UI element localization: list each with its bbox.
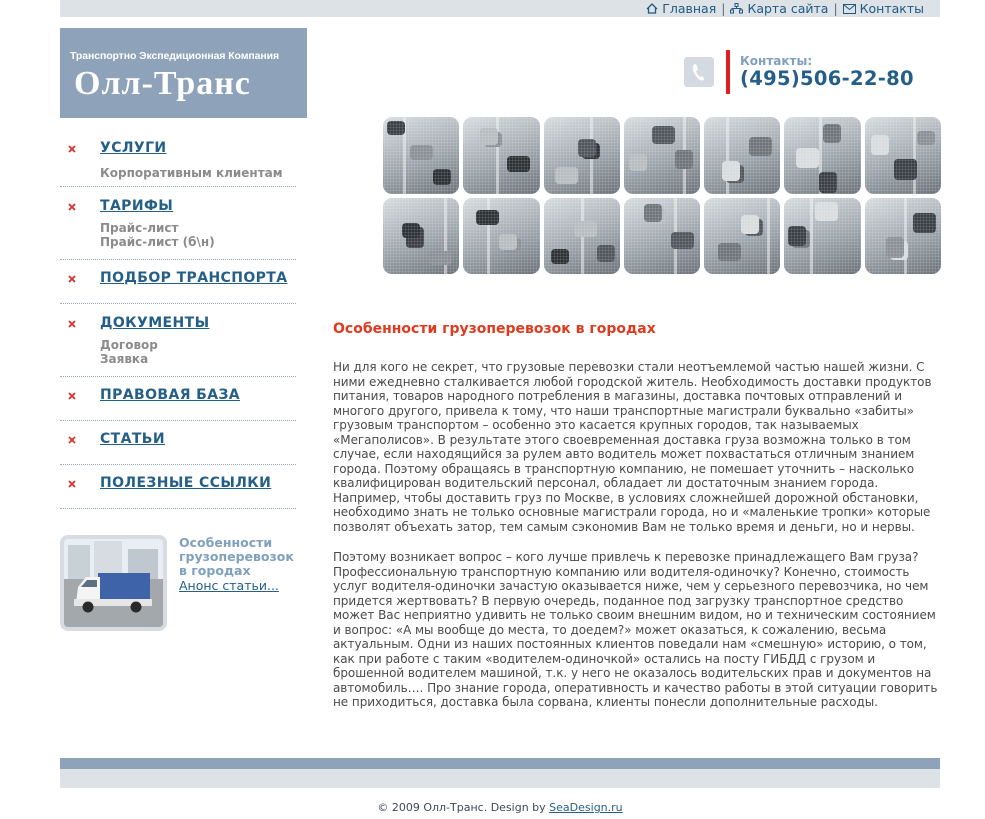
main-content <box>333 321 943 726</box>
article-teaser <box>60 535 300 633</box>
company-logo[interactable] <box>60 28 307 118</box>
photo-tile <box>865 117 941 194</box>
nav-separator: | <box>833 1 838 16</box>
menu-bullet-icon <box>68 203 76 211</box>
photo-tile <box>784 117 860 194</box>
submenu-link-pricelist[interactable]: Прайс-лист <box>100 221 179 235</box>
menu-link-tariffs[interactable]: ТАРИФЫ <box>100 198 174 214</box>
menu-item-tariffs <box>60 187 296 260</box>
nav-separator: | <box>721 1 726 16</box>
header-photo <box>383 117 941 274</box>
main-menu <box>60 130 296 509</box>
logo-tagline: Транспортно Экспедиционная Компания <box>70 50 279 62</box>
contacts-link[interactable] <box>843 1 924 16</box>
menu-bullet-icon <box>68 392 76 400</box>
photo-tile <box>784 198 860 275</box>
footer-bar-light <box>60 769 940 788</box>
submenu-link-pricelist-bn[interactable]: Прайс-лист (б\н) <box>100 235 215 249</box>
photo-tile <box>383 198 459 275</box>
photo-tile <box>865 198 941 275</box>
home-link-label: Главная <box>662 1 717 16</box>
home-icon <box>646 3 658 14</box>
article-paragraph: Ни для кого не секрет, что грузовые перевозки стали неотъемлемой частью нашей жизни. С ними ежедневно сталкивается любой городской житель. Необходимость доставки продуктов питания, товаров народного потребления в магазины, доставка почтовых отправлений и многого другого, привела к тому, что наши транспортные магистрали буквально «забиты» грузовым транспортом – особенно это касается крупных городов, так называемых «Мегаполисов». В результате этого своевременная доставка груза возможна только в том случае, если находящийся за рулем авто водитель может похвастаться отличным знанием города. Поэтому обращаясь в транспортную компанию, не помешает уточнить – насколько квалифицирован водительский персонал, обладает ли достаточным знанием города. Например, чтобы доставить груз по Москве, в условиях сложнейшей дорожной обстановки, необходимо знать не только основные магистрали города, но и «маленькие тропки» которые позволят объехать затор, тем самым сэкономив Вам не только время и деньги, но и нервы. <box>333 360 932 534</box>
footer-bar <box>60 758 940 769</box>
photo-tile <box>383 117 459 194</box>
truck-image <box>64 539 163 627</box>
logo-name: Олл-Транс <box>74 65 251 102</box>
photo-tile <box>544 198 620 275</box>
menu-link-transport[interactable]: ПОДБОР ТРАНСПОРТА <box>100 270 288 286</box>
submenu-link-contract[interactable]: Договор <box>100 338 158 352</box>
top-bar <box>60 0 940 17</box>
contacts-label: Контакты: <box>740 54 813 68</box>
sitemap-link[interactable] <box>730 1 828 16</box>
phone-number: (495)506-22-80 <box>740 67 914 90</box>
submenu-link-corporate[interactable]: Корпоративным клиентам <box>100 166 283 180</box>
contacts-divider <box>726 50 730 94</box>
top-navigation <box>646 0 924 17</box>
photo-tile <box>544 117 620 194</box>
contacts-block <box>684 50 924 95</box>
photo-tile <box>704 117 780 194</box>
menu-item-legal <box>60 377 296 421</box>
menu-link-documents[interactable]: ДОКУМЕНТЫ <box>100 315 210 331</box>
photo-tile <box>624 198 700 275</box>
menu-bullet-icon <box>68 145 76 153</box>
designer-link[interactable]: SeaDesign.ru <box>549 801 623 814</box>
menu-item-documents <box>60 304 296 377</box>
menu-bullet-icon <box>68 436 76 444</box>
teaser-title[interactable]: Особенности грузоперевозок в городах <box>179 535 294 578</box>
menu-bullet-icon <box>68 320 76 328</box>
teaser-thumbnail[interactable] <box>60 535 167 631</box>
contacts-link-label: Контакты <box>859 1 924 16</box>
menu-bullet-icon <box>68 275 76 283</box>
photo-tile <box>704 198 780 275</box>
copyright <box>0 801 985 814</box>
menu-bullet-icon <box>68 480 76 488</box>
teaser-link[interactable]: Анонс статьи... <box>179 578 279 593</box>
sitemap-icon <box>730 3 743 14</box>
article-paragraph: Поэтому возникает вопрос – кого лучше привлечь к перевозке принадлежащего Вам груза? Профессиональную транспортную компанию или водителя-одиночку? Конечно, стоимость услуг водителя-одиночки зачастую оказывается ниже, чем у серьезного перевозчика, но чем придется жертвовать? В первую очередь, поданное под загрузку транспортное средство может Вас неприятно удивить не только своим внешним видом, но и техническим состоянием и вопрос: «А мы вообще до места, то доедем?» может оказаться, к сожалению, весьма актуальным. Одни из наших постоянных клиентов поведали нам «смешную» историю, о том, как при работе с таким «водителем-одиночкой» остались на посту ГИБДД с грузом и брошенной водителем машиной, т.к. у него не оказалось водительских прав и документов на автомобиль…. Про знание города, оперативность и качество работы в этой ситуации говорить не приходиться, доставка была сорвана, клиенты понесли дополнительные расходы. <box>333 550 938 709</box>
menu-link-useful-links[interactable]: ПОЛЕЗНЫЕ ССЫЛКИ <box>100 475 272 491</box>
submenu-link-application[interactable]: Заявка <box>100 352 149 366</box>
menu-link-articles[interactable]: СТАТЬИ <box>100 431 165 447</box>
menu-item-links <box>60 465 296 509</box>
sitemap-link-label: Карта сайта <box>747 1 829 16</box>
photo-tile <box>463 198 539 275</box>
menu-item-articles <box>60 421 296 465</box>
menu-item-transport <box>60 260 296 304</box>
menu-link-legal[interactable]: ПРАВОВАЯ БАЗА <box>100 387 241 403</box>
photo-tile <box>463 117 539 194</box>
menu-item-services <box>60 130 296 187</box>
photo-tile <box>624 117 700 194</box>
envelope-icon <box>843 4 856 14</box>
article-title: Особенности грузоперевозок в городах <box>333 321 656 337</box>
phone-icon <box>684 57 714 87</box>
copyright-text: © 2009 Олл-Транс. Design by <box>377 801 550 814</box>
home-link[interactable] <box>646 1 716 16</box>
menu-link-services[interactable]: УСЛУГИ <box>100 140 167 156</box>
